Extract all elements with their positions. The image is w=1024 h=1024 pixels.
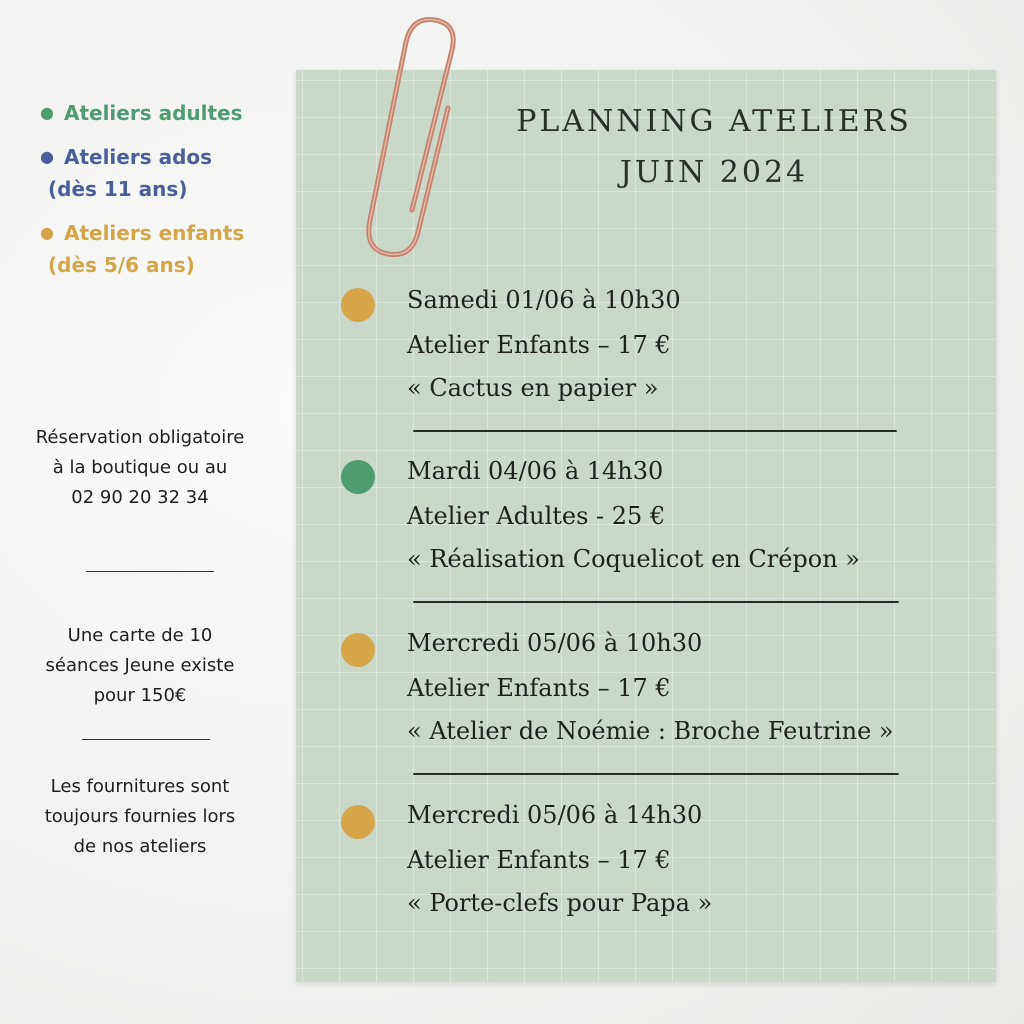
green-bullet-icon: ● — [40, 103, 54, 122]
legend-teens-age: (dès 11 ans) — [48, 177, 188, 201]
event-name: « Atelier de Noémie : Broche Feutrine » — [407, 717, 894, 745]
page-title: PLANNING ATELIERS — [516, 104, 912, 139]
event-dot-kids — [341, 805, 375, 839]
event-date: Samedi 01/06 à 10h30 — [407, 286, 681, 314]
divider — [86, 571, 214, 572]
card-info: Une carte de 10 séances Jeune existe pour 150€ — [45, 625, 235, 706]
event-type: Atelier Enfants – 17 € — [407, 674, 671, 702]
event-name: « Réalisation Coquelicot en Crépon » — [407, 545, 860, 573]
event-type: Atelier Enfants – 17 € — [407, 846, 671, 874]
divider — [82, 739, 210, 740]
event-date: Mardi 04/06 à 14h30 — [407, 457, 664, 485]
event-name: « Porte-clefs pour Papa » — [407, 889, 713, 917]
yellow-bullet-icon: ● — [40, 223, 54, 242]
event-dot-kids — [341, 288, 375, 322]
phone-number: 02 90 20 32 34 — [71, 487, 209, 508]
event-divider — [413, 773, 899, 775]
event-dot-kids — [341, 633, 375, 667]
paperclip-icon — [360, 10, 490, 260]
event-dot-adults — [341, 460, 375, 494]
event-name: « Cactus en papier » — [407, 374, 659, 402]
reservation-info: Réservation obligatoire à la boutique ou au 02 90 20 32 34 — [20, 423, 260, 513]
event-divider — [413, 601, 899, 603]
legend-kids-age: (dès 5/6 ans) — [48, 253, 195, 277]
event-divider — [413, 430, 897, 432]
event-date: Mercredi 05/06 à 14h30 — [407, 801, 703, 829]
legend-adults: ● Ateliers adultes — [40, 101, 243, 125]
page-subtitle: JUIN 2024 — [619, 155, 809, 190]
supplies-info: Les fournitures sont toujours fournies lors de nos ateliers — [44, 776, 236, 857]
event-date: Mercredi 05/06 à 10h30 — [407, 629, 703, 657]
legend-kids: ● Ateliers enfants (dès 5/6 ans) — [40, 217, 290, 281]
event-type: Atelier Enfants – 17 € — [407, 331, 671, 359]
legend-teens: ● Ateliers ados (dès 11 ans) — [40, 141, 290, 205]
blue-bullet-icon: ● — [40, 147, 54, 166]
legend — [40, 97, 290, 293]
event-type: Atelier Adultes - 25 € — [407, 502, 666, 530]
